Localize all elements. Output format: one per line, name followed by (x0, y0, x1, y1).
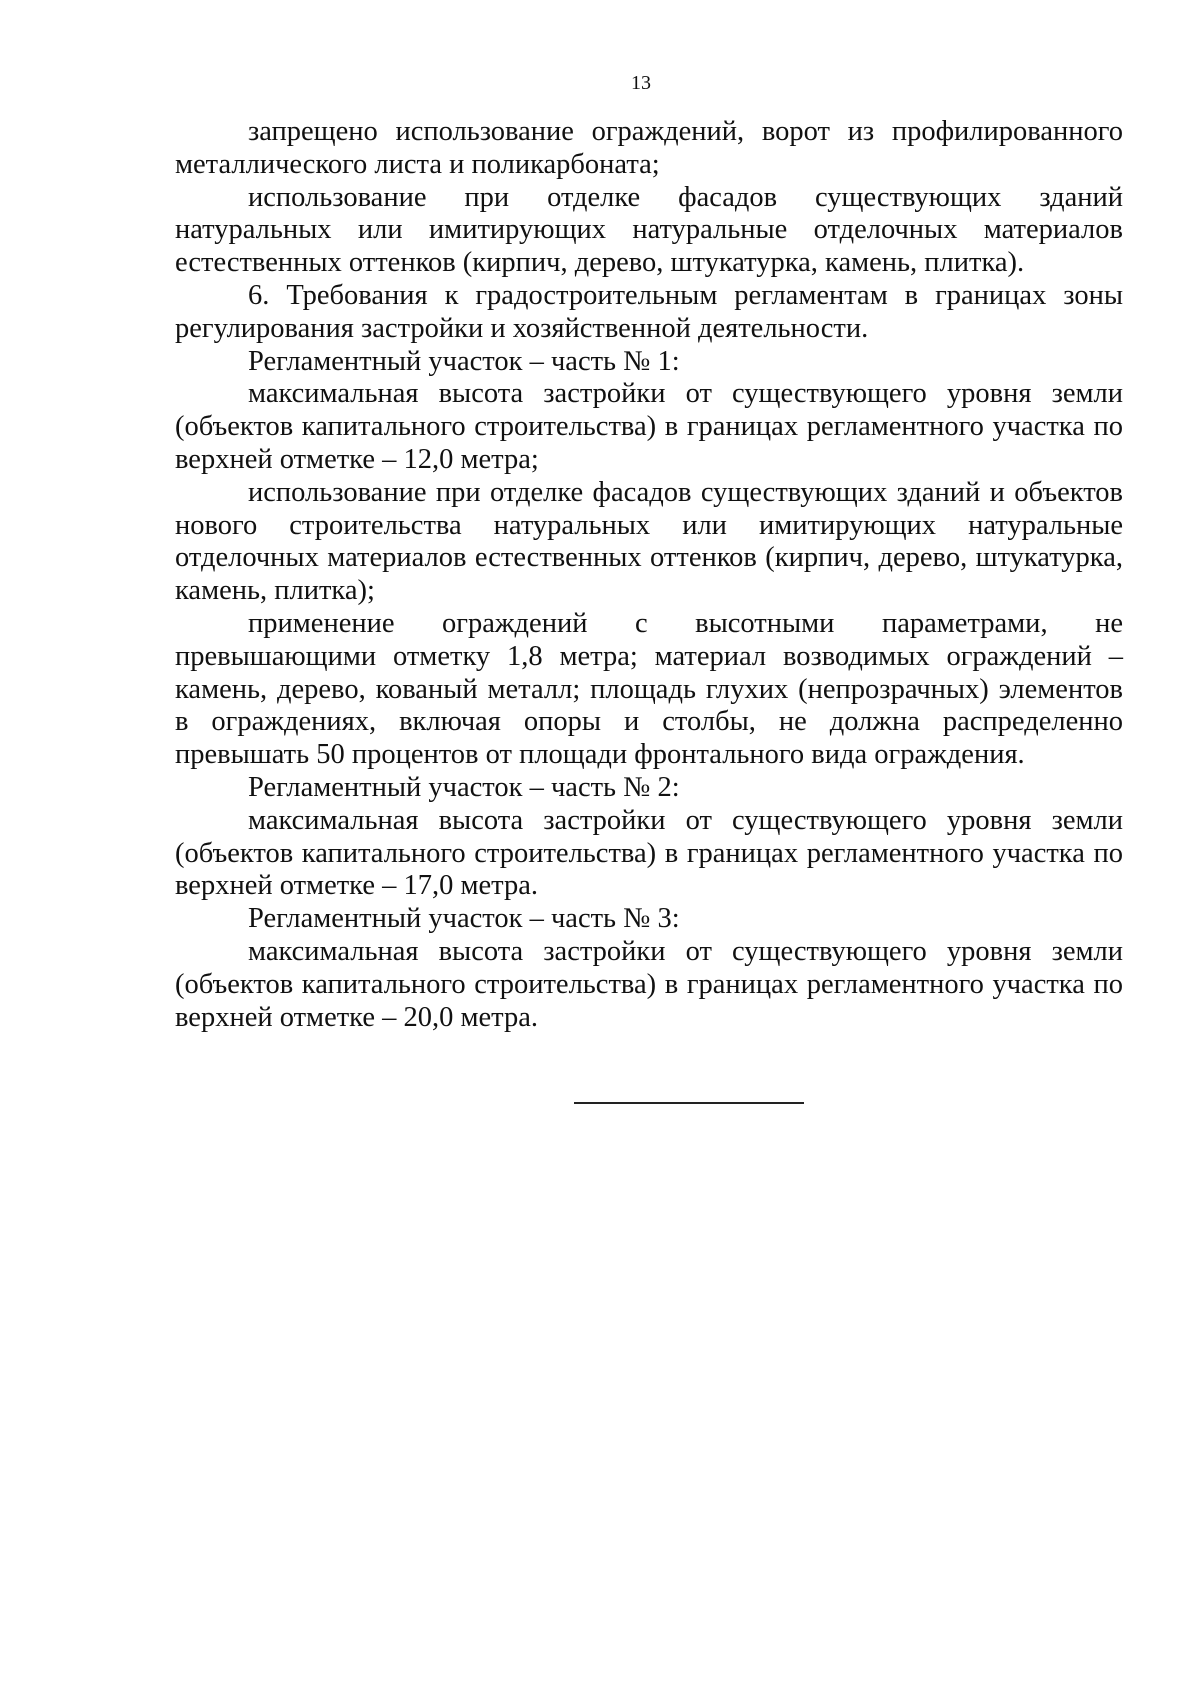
document-body (175, 116, 1123, 1034)
paragraph-part-1-fences: применение ограждений с высотными параметрами, не превышающими отметку 1,8 метра; материал возводимых ограждений – камень, дерево, кованый металл; площадь глухих (непрозрачных) элементов в ограждениях, включая опоры и столбы, не должна распределенно превышать 50 процентов от площади фронтального вида ограждения. (175, 607, 1123, 771)
end-separator-line (574, 1102, 804, 1104)
paragraph-part-1-height: максимальная высота застройки от существующего уровня земли (объектов капитального строительства) в границах регламентного участка по верхней отметке – 12,0 метра; (175, 378, 1123, 475)
paragraph-fence-prohibition: запрещено использование ограждений, ворот из профилированного металлического листа и поликарбоната; (175, 116, 1123, 180)
paragraph-part-1-heading: Регламентный участок – часть № 1: (248, 345, 680, 377)
paragraph-part-2-heading: Регламентный участок – часть № 2: (248, 771, 680, 803)
paragraph-part-3-heading: Регламентный участок – часть № 3: (248, 903, 680, 935)
paragraph-part-1-facade: использование при отделке фасадов существующих зданий и объектов нового строительства натуральных или имитирующих натуральные отделочных материалов естественных оттенков (кирпич, дерево, штукатурка, камень, плитка); (175, 476, 1123, 607)
paragraph-part-3-height: максимальная высота застройки от существующего уровня земли (объектов капитального строительства) в границах регламентного участка по верхней отметке – 20,0 метра. (175, 935, 1123, 1033)
paragraph-section-6-heading: 6. Требования к градостроительным регламентам в границах зоны регулирования застройки и хозяйственной деятельности. (175, 279, 1123, 344)
page-number: 13 (631, 72, 651, 94)
paragraph-part-2-height: максимальная высота застройки от существующего уровня земли (объектов капитального строительства) в границах регламентного участка по верхней отметке – 17,0 метра. (175, 804, 1123, 902)
paragraph-facade-materials: использование при отделке фасадов существующих зданий натуральных или имитирующих натуральные отделочных материалов естественных оттенков (кирпич, дерево, штукатурка, камень, плитка). (175, 181, 1123, 279)
